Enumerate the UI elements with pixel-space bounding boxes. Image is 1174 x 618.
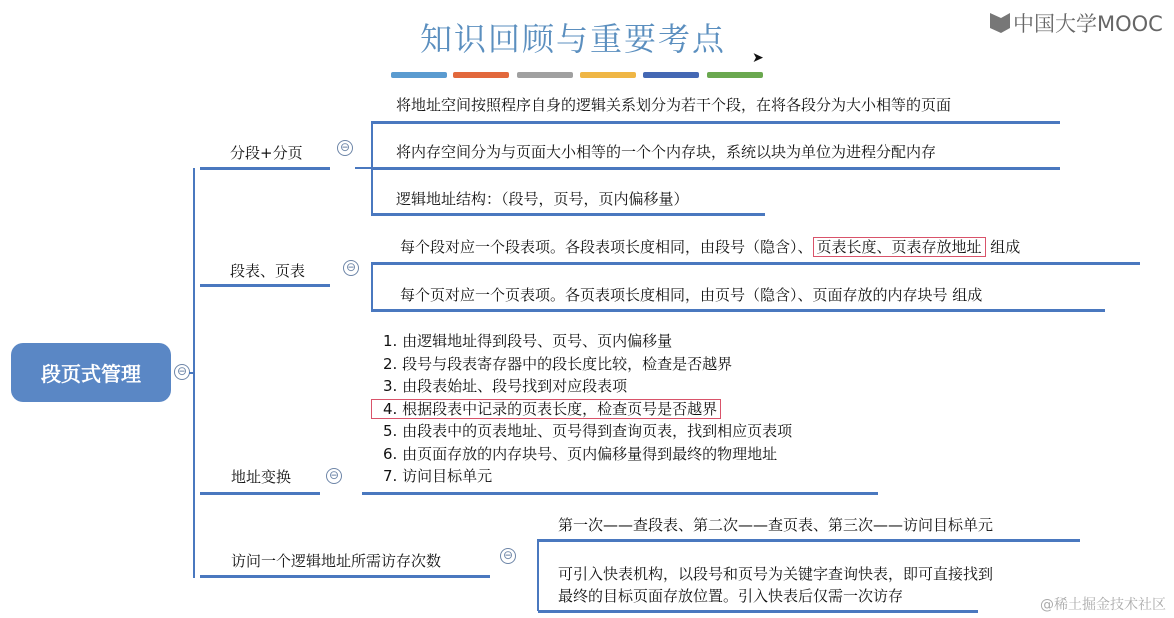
branch-memory-access-count[interactable]: 访问一个逻辑地址所需访存次数 [231,552,442,570]
color-bar-green [707,72,763,78]
watermark: @稀土掘金技术社区 [1040,597,1166,613]
branch-address-translation[interactable]: 地址变换 [231,468,292,486]
color-bar-blue [391,72,447,78]
step: 6. 由页面存放的内存块号、页内偏移量得到最终的物理地址 [383,444,778,463]
leaf-text: 第一次——查段表、第二次——查页表、第三次——访问目标单元 [558,516,994,534]
steps-list [383,330,792,488]
step: 5. 由段表中的页表地址、页号得到查询页表，找到相应页表项 [383,422,793,440]
leaf-text: 可引入快表机构，以段号和页号为关键字查询快表，即可直接找到 [558,565,994,583]
page-title: 知识回顾与重要考点 [420,20,727,58]
root-node[interactable]: 段页式管理 [11,343,171,402]
branch-segment-paging[interactable]: 分段+分页 [230,144,303,162]
mooc-logo [990,8,1163,38]
color-bar-gray [517,72,573,78]
leaf-text: 逻辑地址结构：（段号，页号，页内偏移量） [396,190,689,208]
mouse-cursor-icon: ➤ [752,50,764,66]
leaf-text: 最终的目标页面存放位置。引入快表后仅需一次访存 [558,587,904,605]
step: 3. 由段表始址、段号找到对应段表项 [383,377,628,395]
color-bar-yellow [580,72,636,78]
color-bar-darkblue [643,72,699,78]
collapse-icon[interactable]: ⊖ [500,548,516,564]
step-highlighted: 4. 根据段表中记录的页表长度，检查页号是否越界 [371,399,721,419]
branch-tables[interactable]: 段表、页表 [230,262,306,280]
collapse-root-icon[interactable]: ⊖ [174,364,190,380]
trunk-line [193,168,195,578]
step: 7. 访问目标单元 [383,467,493,485]
leaf-text: 将内存空间分为与页面大小相等的一个个内存块，系统以块为单位为进程分配内存 [396,143,937,161]
collapse-icon[interactable]: ⊖ [343,260,359,276]
logo-text: 中国大学MOOC [1013,12,1163,36]
book-icon [990,13,1010,33]
leaf-text: 每个段对应一个段表项。各段表项长度相同，由段号（隐含）、 页表长度、页表存放地址 组成 [400,238,1021,256]
step: 1. 由逻辑地址得到段号、页号、页内偏移量 [383,332,673,350]
leaf-text: 每个页对应一个页表项。各页表项长度相同，由页号（隐含）、页面存放的内存块号 组成 [400,286,983,304]
color-bar-orange [453,72,509,78]
leaf-text: 将地址空间按照程序自身的逻辑关系划分为若干个段，在将各段分为大小相等的页面 [396,96,952,114]
highlight-box: 页表长度、页表存放地址 [813,237,986,257]
step: 2. 段号与段表寄存器中的段长度比较，检查是否越界 [383,354,733,373]
collapse-icon[interactable]: ⊖ [337,140,353,156]
collapse-icon[interactable]: ⊖ [326,468,342,484]
